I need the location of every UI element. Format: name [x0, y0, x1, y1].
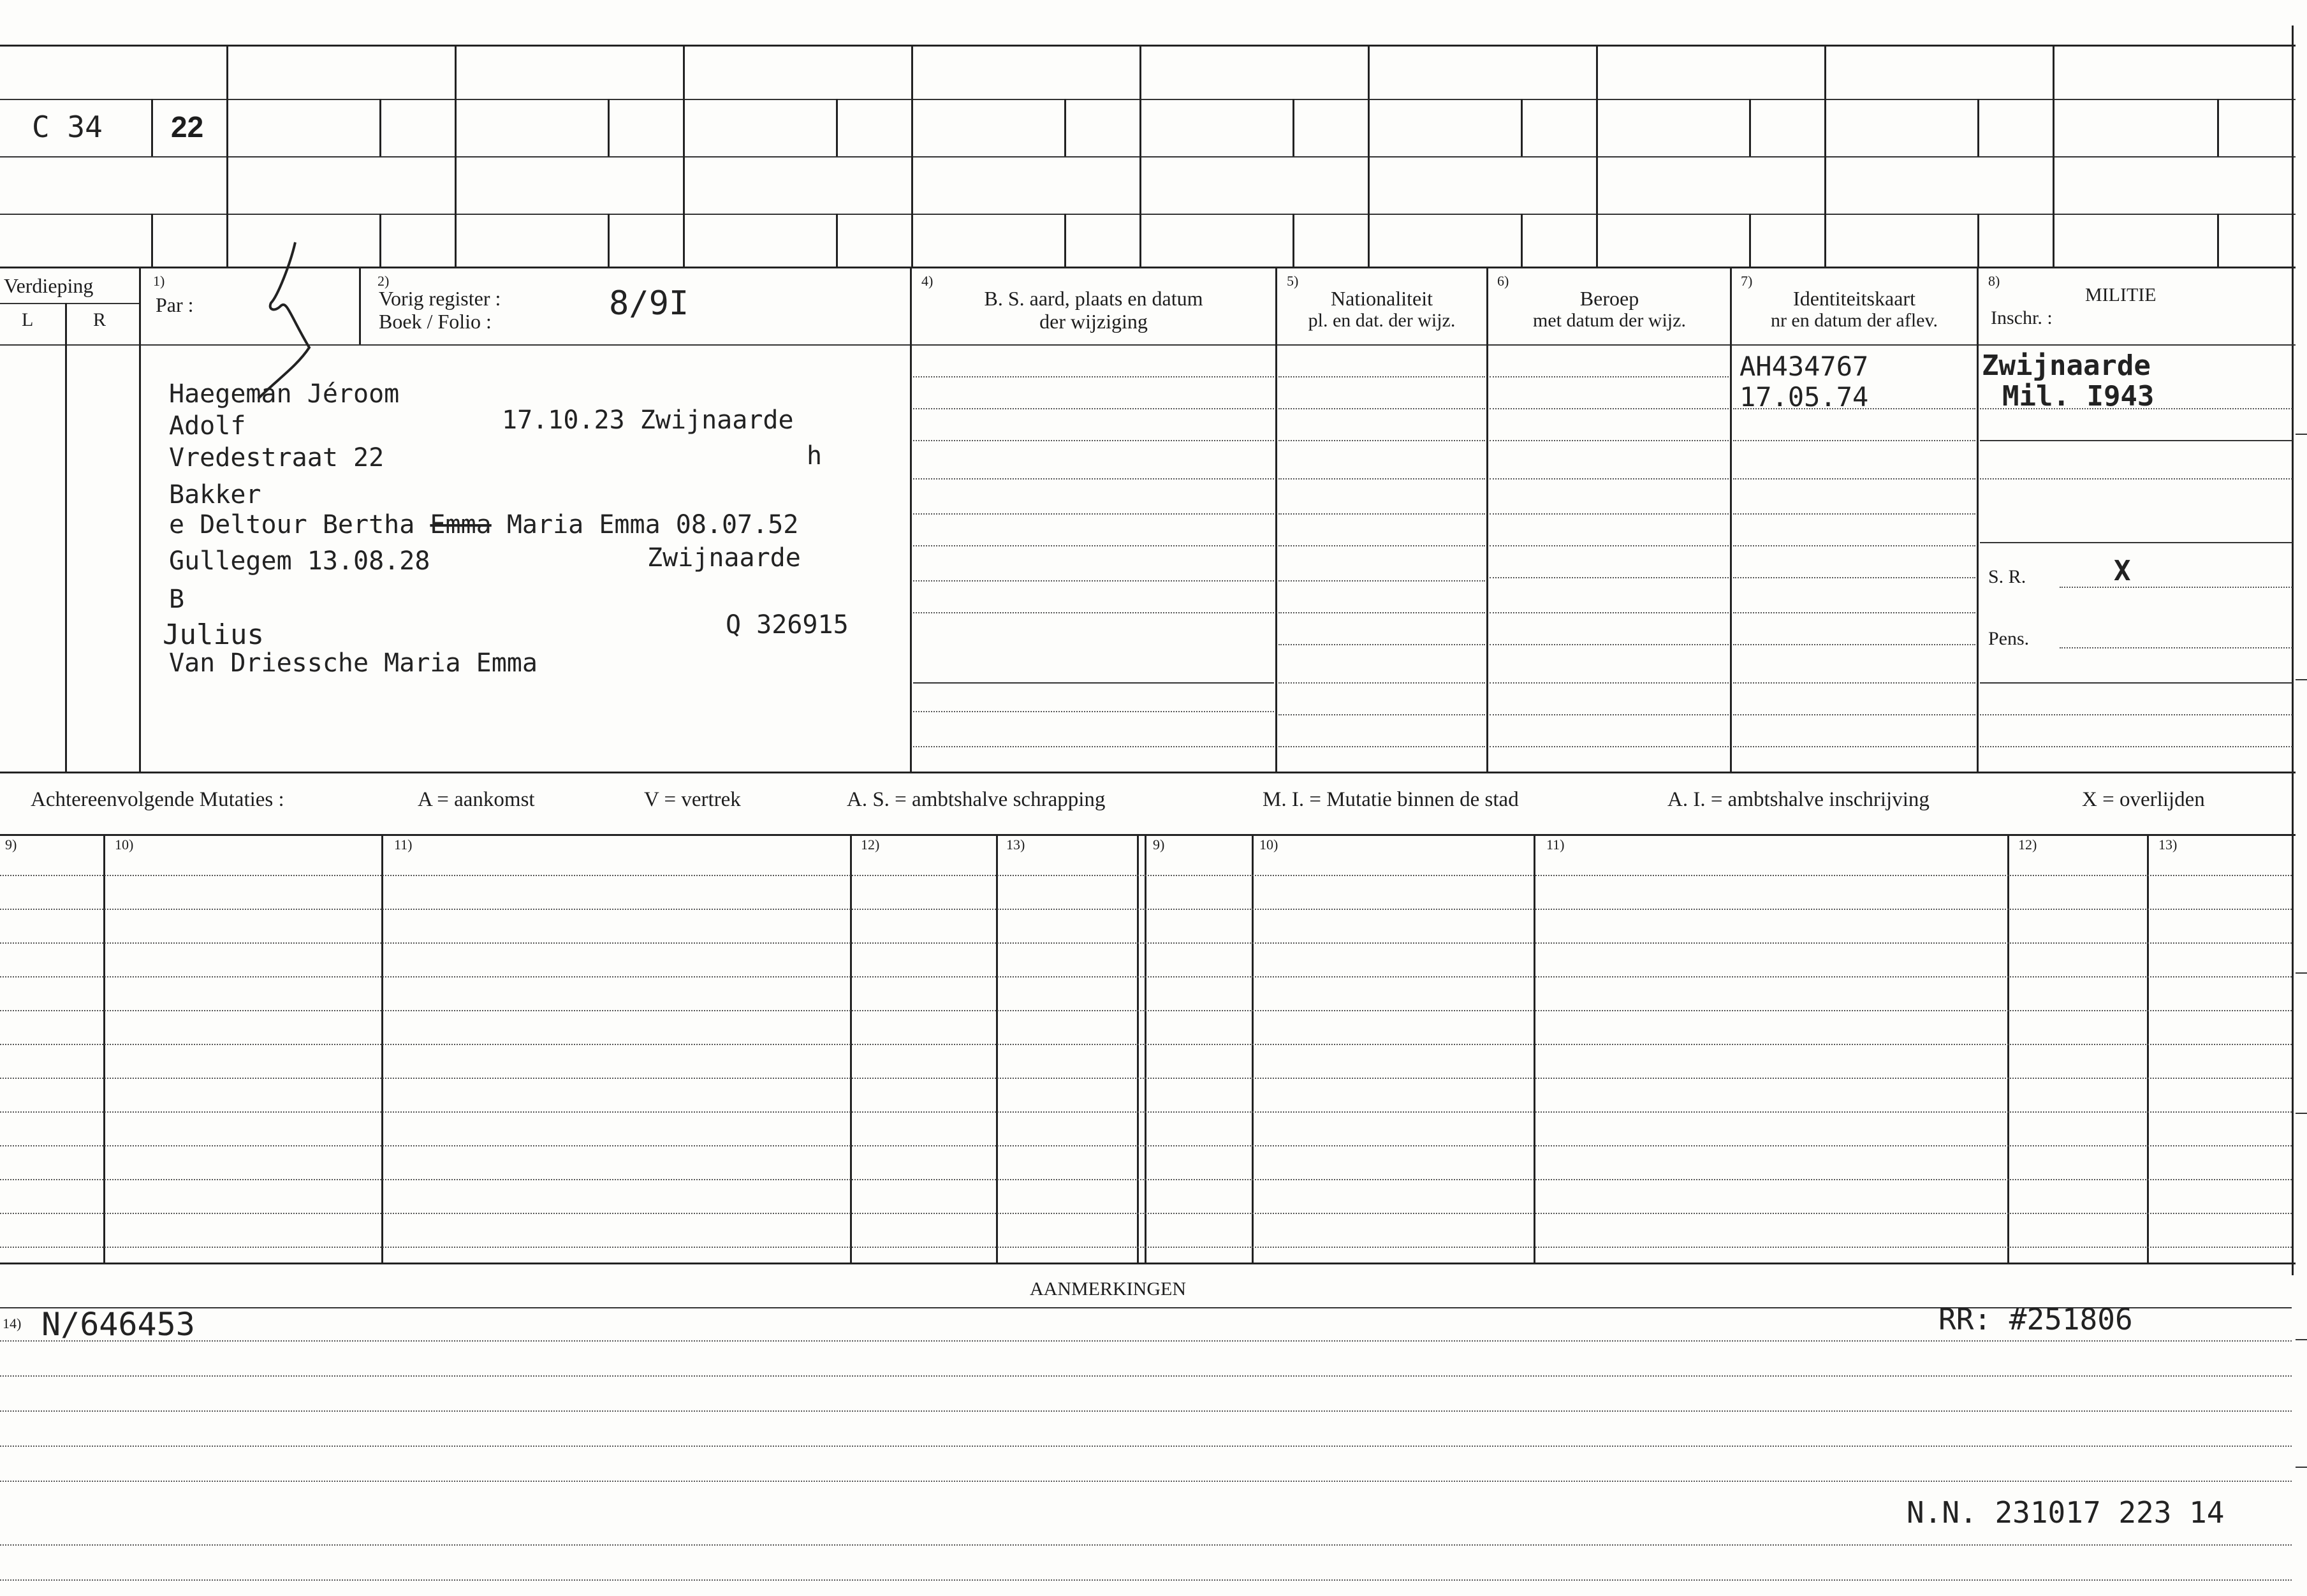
- col7-num: 7): [1741, 273, 1753, 289]
- col4-line1: B. S. aard, plaats en datum: [984, 287, 1203, 310]
- person-julius: Julius: [163, 619, 264, 651]
- col4-line2: der wijziging: [1039, 310, 1148, 333]
- remarks-n-value: N/646453: [41, 1306, 195, 1343]
- col7-line2: nr en datum der aflev.: [1770, 310, 1938, 331]
- verdieping-l: L: [22, 309, 34, 330]
- spouse-prefix: e Deltour Bertha: [169, 510, 415, 539]
- mut-left-col10: 10): [115, 837, 134, 853]
- remarks-num: 14): [3, 1315, 22, 1331]
- person-occupation: Bakker: [169, 480, 261, 509]
- spouse-birth: Gullegem 13.08.28: [169, 546, 430, 576]
- identity-date: 17.05.74: [1739, 381, 1869, 413]
- remarks-nn: N.N. 231017 223 14: [1907, 1495, 2225, 1530]
- col2-label2: Boek / Folio :: [379, 310, 492, 333]
- col6-line2: met datum der wijz.: [1533, 310, 1686, 331]
- col5-line2: pl. en dat. der wijz.: [1308, 310, 1456, 331]
- mut-right-col9: 9): [1153, 837, 1165, 853]
- col1-label: Par :: [156, 293, 194, 316]
- card-number: 22: [171, 110, 204, 143]
- person-q: Q 326915: [726, 610, 849, 640]
- col1-num: 1): [153, 273, 165, 289]
- col6-num: 6): [1497, 273, 1509, 289]
- col8-num: 8): [1988, 273, 2000, 289]
- mutaties-title: Achtereenvolgende Mutaties :: [31, 788, 284, 811]
- remarks-rr: RR: #251806: [1938, 1302, 2133, 1336]
- mutaties-item-ai: A. I. = ambtshalve inschrijving: [1667, 788, 1930, 811]
- mut-left-col11: 11): [394, 837, 413, 853]
- col7-line1: Identiteitskaart: [1793, 287, 1915, 310]
- identity-card: AH434767: [1739, 351, 1869, 382]
- spouse-struck: Emma: [430, 510, 492, 539]
- mut-left-col9: 9): [5, 837, 17, 853]
- mut-right-col10: 10): [1259, 837, 1278, 853]
- col2-num: 2): [377, 273, 390, 289]
- mut-right-col13: 13): [2158, 837, 2178, 853]
- col5-line1: Nationaliteit: [1331, 287, 1433, 310]
- person-firstname: Adolf: [169, 411, 246, 441]
- militie-label: MILITIE: [2085, 284, 2157, 305]
- person-mother: Van Driessche Maria Emma: [169, 648, 538, 678]
- spouse-rest: Maria Emma 08.07.52: [506, 510, 799, 539]
- person-address: Vredestraat 22: [169, 443, 384, 472]
- verdieping-r: R: [93, 309, 106, 330]
- person-name: Haegeman Jéroom: [169, 379, 400, 409]
- pens-label: Pens.: [1988, 628, 2030, 649]
- spouse-line: [169, 510, 798, 539]
- mutaties-item-mi: M. I. = Mutatie binnen de stad: [1263, 788, 1519, 811]
- col2-label1: Vorig register :: [379, 287, 501, 310]
- mutaties-item-as: A. S. = ambtshalve schrapping: [847, 788, 1106, 811]
- militie-place: Zwijnaarde: [1982, 349, 2151, 382]
- person-birth: 17.10.23 Zwijnaarde: [502, 406, 794, 435]
- col5-num: 5): [1287, 273, 1299, 289]
- col6-line1: Beroep: [1579, 287, 1639, 310]
- mutaties-item-x: X = overlijden: [2082, 788, 2205, 811]
- remarks-title: AANMERKINGEN: [1030, 1278, 1186, 1299]
- vorig-register-value: 8/9I: [609, 284, 689, 323]
- sr-value: X: [2114, 555, 2131, 587]
- inschr-label: Inschr. :: [1991, 307, 2053, 328]
- mutaties-item-v: V = vertrek: [644, 788, 741, 811]
- card-code: C 34: [32, 110, 103, 144]
- mut-left-col12: 12): [861, 837, 880, 853]
- spouse-place: Zwijnaarde: [647, 543, 801, 573]
- person-mark-h: h: [807, 441, 823, 471]
- mut-right-col12: 12): [2018, 837, 2037, 853]
- right-edge-ticks: [2296, 0, 2307, 1596]
- col4-num: 4): [921, 273, 934, 289]
- sr-label: S. R.: [1988, 566, 2026, 587]
- mutaties-item-a: A = aankomst: [418, 788, 535, 811]
- mut-right-col11: 11): [1546, 837, 1565, 853]
- militie-year: Mil. I943: [2002, 380, 2155, 413]
- verdieping-label: Verdieping: [4, 274, 94, 297]
- person-b: B: [169, 585, 185, 614]
- mut-left-col13: 13): [1006, 837, 1025, 853]
